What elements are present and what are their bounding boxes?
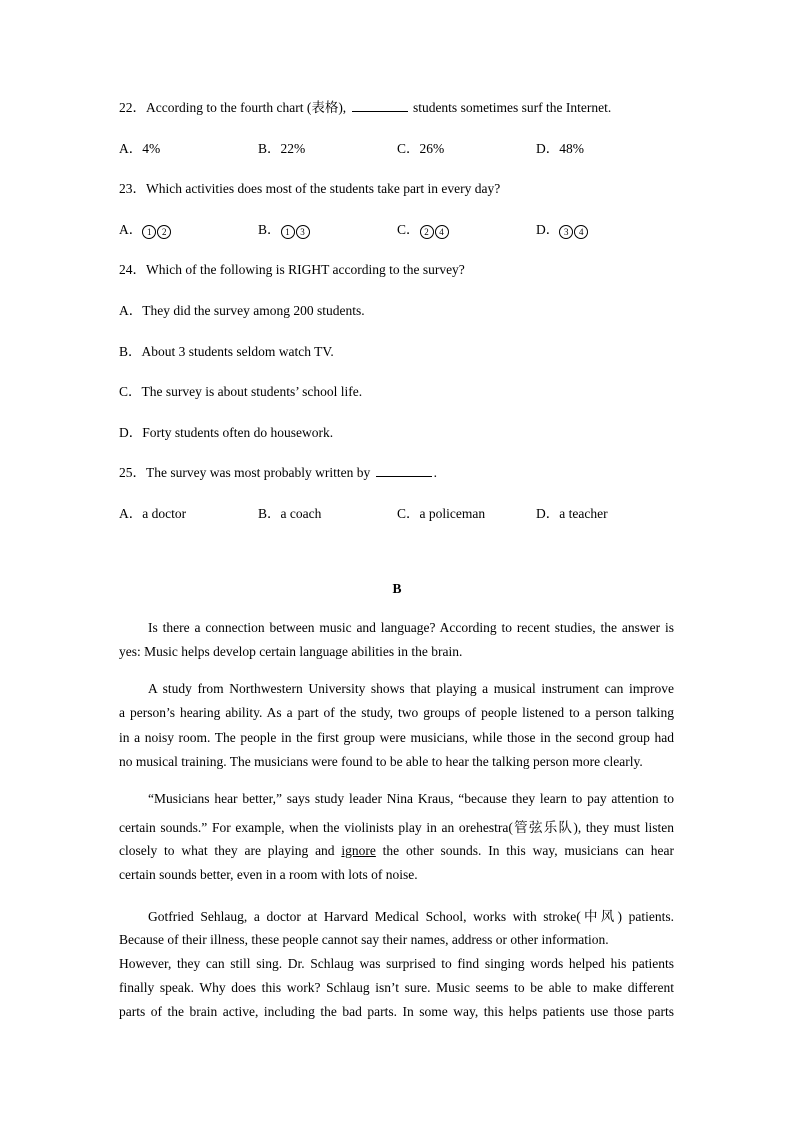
option-label: B． xyxy=(258,222,281,237)
answer-blank xyxy=(352,100,408,112)
answer-blank xyxy=(376,465,432,477)
q23-option-b xyxy=(258,218,311,239)
question-25-text-pre: 25．The survey was most probably written by xyxy=(119,465,374,480)
section-heading: B xyxy=(392,581,402,596)
question-22-text-pre: 22．According to the fourth chart (表格), xyxy=(119,100,350,115)
circled-number: 3 xyxy=(296,225,310,239)
circled-number: 2 xyxy=(157,225,171,239)
paragraph-4-line: parts of the brain active, including the bad parts. In some way, this helps patients use those parts xyxy=(119,1004,674,1019)
option-label: A． xyxy=(119,222,143,237)
paragraph-3-line: certain sounds.” For example, when the violinists play in an orehestra(管弦乐队), they must listen xyxy=(119,820,674,835)
paragraph-2-line: A study from Northwestern University shows that playing a musical instrument can improve xyxy=(148,681,674,696)
paragraph-3-line: certain sounds better, even in a room with lots of noise. xyxy=(119,867,418,882)
option-label: C． xyxy=(397,222,420,237)
q24-option-b: B．About 3 students seldom watch TV. xyxy=(119,344,334,359)
paragraph-3-text: the other sounds. In this way, musicians can hear xyxy=(375,843,674,858)
q23-option-a xyxy=(119,218,172,239)
paragraph-4-line: finally speak. Why does this work? Schlaug isn’t sure. Music seems to be able to make different xyxy=(119,980,674,995)
paragraph-3-line xyxy=(119,843,674,859)
question-23-stem: 23．Which activities does most of the students take part in every day? xyxy=(119,181,501,196)
q25-option-a: A．a doctor xyxy=(119,506,187,521)
q24-option-a: A．They did the survey among 200 students. xyxy=(119,303,365,318)
paragraph-2-line: a person’s hearing ability. As a part of the study, two groups of people listened to a person talking xyxy=(119,705,674,720)
option-label: D． xyxy=(536,222,560,237)
q22-option-b: B．22% xyxy=(258,141,306,156)
q25-option-c: C．a policeman xyxy=(397,506,486,521)
q25-option-b: B．a coach xyxy=(258,506,322,521)
paragraph-4-line: However, they can still sing. Dr. Schlaug was surprised to find singing words helped his patients xyxy=(119,956,674,971)
paragraph-4-line: Gotfried Sehlaug, a doctor at Harvard Medical School, works with stroke(中风) patients. xyxy=(148,909,674,924)
q24-option-d: D．Forty students often do housework. xyxy=(119,425,334,440)
question-24-stem: 24．Which of the following is RIGHT according to the survey? xyxy=(119,262,465,277)
circled-number: 4 xyxy=(435,225,449,239)
question-25-text-post: . xyxy=(433,465,437,480)
underlined-word: ignore xyxy=(341,843,376,858)
paragraph-1-line: yes: Music helps develop certain language abilities in the brain. xyxy=(119,644,463,659)
circled-number: 1 xyxy=(281,225,295,239)
q24-option-c: C．The survey is about students’ school life. xyxy=(119,384,363,399)
circled-number: 1 xyxy=(142,225,156,239)
q25-option-d: D．a teacher xyxy=(536,506,608,521)
paragraph-2-line: no musical training. The musicians were found to be able to hear the talking person more clearly. xyxy=(119,754,643,769)
question-22-text-post: students sometimes surf the Internet. xyxy=(409,100,612,115)
q22-option-d: D．48% xyxy=(536,141,584,156)
question-25-stem xyxy=(119,461,437,481)
q22-option-a: A．4% xyxy=(119,141,161,156)
q23-option-d xyxy=(536,218,589,239)
paragraph-4-line: Because of their illness, these people cannot say their names, address or other information. xyxy=(119,932,609,947)
circled-number: 2 xyxy=(420,225,434,239)
q23-option-c xyxy=(397,218,450,239)
circled-number: 3 xyxy=(559,225,573,239)
paragraph-1-line: Is there a connection between music and language? According to recent studies, the answer is xyxy=(148,620,674,635)
q22-option-c: C．26% xyxy=(397,141,445,156)
paragraph-3-line: “Musicians hear better,” says study leader Nina Kraus, “because they learn to pay attention to xyxy=(148,791,674,806)
paragraph-3-text: closely to what they are playing and xyxy=(119,843,342,858)
question-22-stem xyxy=(119,96,611,116)
circled-number: 4 xyxy=(574,225,588,239)
paragraph-2-line: in a noisy room. The people in the first group were musicians, while those in the second group had xyxy=(119,730,674,745)
